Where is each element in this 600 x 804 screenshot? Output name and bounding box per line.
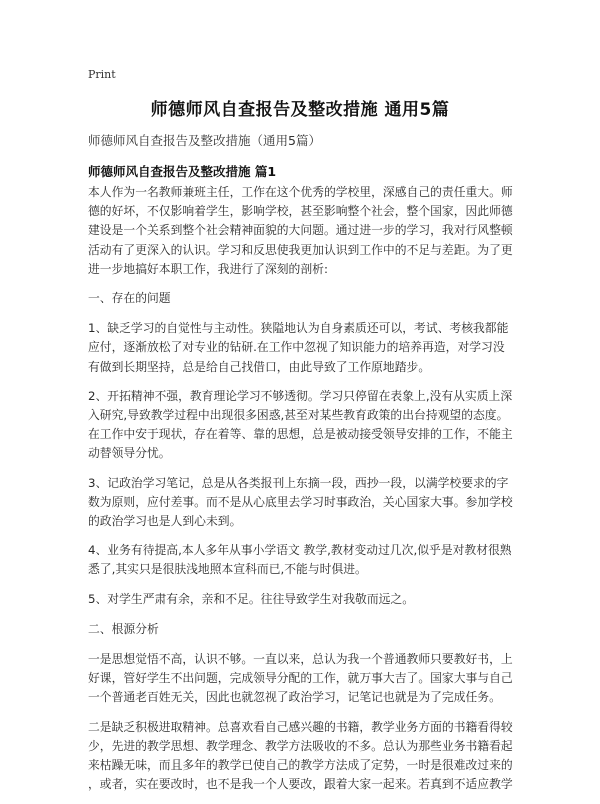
- paragraph-line: 应付，逐渐放松了对专业的钻研.在工作中忽视了知识能力的培养再造，对学习没: [88, 340, 505, 355]
- paragraph-line: 一是思想觉悟不高，认识不够。一直以来，总认为我一个普通教师只要教好书，上: [88, 652, 513, 667]
- section-heading: 师德师风自查报告及整改措施 篇1: [88, 164, 277, 179]
- paragraph: [88, 289, 516, 308]
- paragraph-line: 一个普通老百姓无关，因此也就忽视了政治学习，记笔记也就是为了完成任务。: [88, 690, 501, 705]
- paragraph-line: 有做到长期坚持，总是给自己找借口，由此导致了工作原地踏步。: [88, 359, 431, 374]
- paragraph: [88, 474, 516, 532]
- paragraph: [88, 590, 516, 609]
- paragraph-line: 建设是一个关系到整个社会精神面貌的大问题。通过进一步的学习，我对行风整顿: [88, 223, 513, 238]
- paragraph-line: 二是缺乏积极进取精神。总喜欢看自己感兴趣的书籍，教学业务方面的书籍看得较: [88, 719, 513, 734]
- paragraph-line: 2、开拓精神不强，教育理论学习不够透彻。学习只停留在表象上,没有从实质上深: [88, 388, 513, 403]
- paragraph-line: 3、记政治学习笔记，总是从各类报刊上东摘一段，西抄一段，以满学校要求的字: [88, 475, 509, 490]
- paragraph: [88, 650, 516, 708]
- paragraph-line: 的政治学习也是人到心未到。: [88, 514, 242, 529]
- paragraph-line: 本人作为一名教师兼班主任，工作在这个优秀的学校里，深感自己的责任重大。师: [88, 185, 513, 199]
- paragraph-line: 在工作中安于现状，存在着等、靠的思想，总是被动接受领导安排的工作，不能主: [88, 427, 513, 442]
- paragraph: [88, 541, 516, 579]
- paragraph: [88, 183, 516, 279]
- paragraph: [88, 620, 516, 639]
- paragraph: [88, 387, 516, 464]
- paragraph-line: 5、对学生严肃有余，亲和不足。往往导致学生对我敬而远之。: [88, 591, 415, 606]
- paragraph-line: 进一步地搞好本职工作，我进行了深刻的剖析:: [88, 261, 328, 276]
- paragraph-line: 悉了,其实只是很肤浅地照本宣科而已,不能与时俱进。: [88, 562, 367, 577]
- print-label[interactable]: Print: [88, 68, 116, 81]
- paragraph-line: 二、根源分析: [88, 621, 159, 636]
- paragraph-line: 1、缺乏学习的自觉性与主动性。狭隘地认为自身素质还可以，考试、考核我都能: [88, 321, 509, 336]
- paragraph-line: 一、存在的问题: [88, 291, 171, 306]
- document-title: 师德师风自查报告及整改措施 通用5篇: [150, 100, 450, 120]
- paragraph-line: ，或者，实在要改时，也不是我一个人要改，跟着大家一起来。若真到不适应教学: [88, 777, 513, 792]
- paragraph: [88, 718, 516, 795]
- paragraph-line: 少，先进的教学思想、教学理念、教学方法吸收的不多。总认为那些业务书籍看起: [88, 738, 513, 753]
- paragraph-line: 活动有了更深入的认识。学习和反思使我更加认识到工作中的不足与差距。为了更: [88, 242, 513, 257]
- document-subtitle: 师德师风自查报告及整改措施（通用5篇）: [88, 133, 321, 148]
- paragraph-line: 入研究,导致教学过程中出现很多困惑,甚至对某些教育政策的出台持观望的态度。: [88, 408, 509, 423]
- paragraph: [88, 319, 516, 377]
- paragraph-line: 德的好坏，不仅影响着学生，影响学校，甚至影响整个社会，整个国家，因此师德: [88, 204, 513, 219]
- paragraph-line: 来枯躁无味，而且多年的教学已使自己的教学方法成了定势，一时是很难改过来的: [88, 758, 513, 773]
- paragraph-line: 好课，管好学生不出问题，完成领导分配的工作，就万事大吉了。国家大事与自己: [88, 671, 513, 686]
- paragraph-line: 动替领导分忧。: [88, 446, 171, 461]
- paragraph-line: 4、业务有待提高,本人多年从事小学语文 教学,教材变动过几次,似乎是对教材很熟: [88, 543, 512, 558]
- paragraph-line: 数为原则，应付差事。而不是从心底里去学习时事政治，关心国家大事。参加学校: [88, 494, 513, 509]
- document-body: [88, 183, 516, 804]
